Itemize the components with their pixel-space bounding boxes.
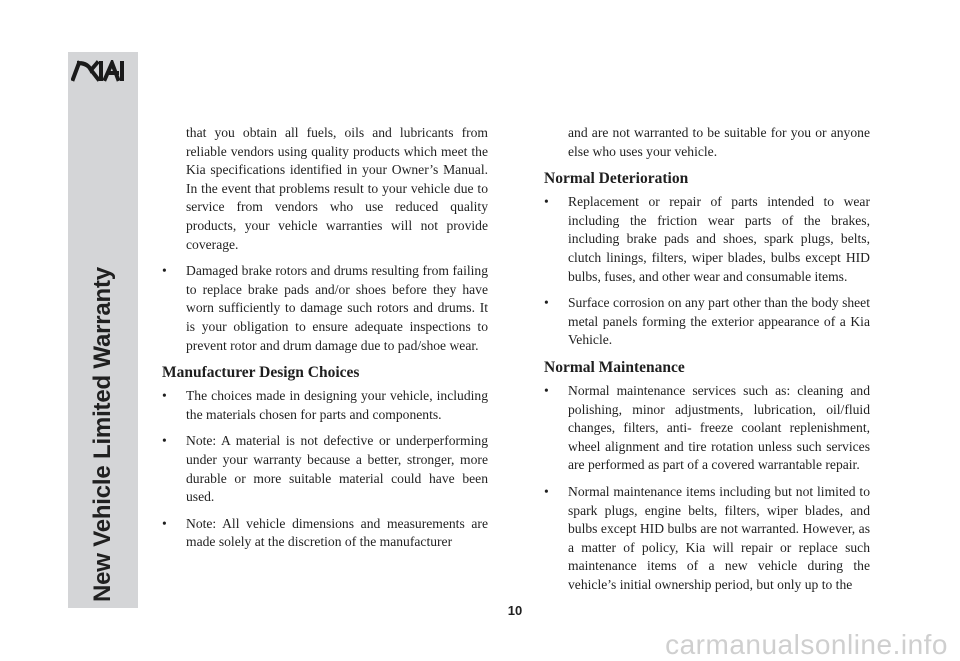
sidebar	[68, 52, 138, 608]
watermark: carmanualsonline.info	[665, 629, 948, 660]
section-heading: Manufacturer Design Choices	[162, 364, 360, 382]
list-item-text: Normal maintenance items including but not limited to spark plugs, engine belts, filters, wiper blades, and bulbs except HID bulbs are not warranted. However, as a matter of policy, Kia will repair or replace such maintenance items of a new vehicle during the vehicle’s initial ownership period, but only up to the	[568, 483, 870, 592]
list-item-text: Note: A material is not defective or underperforming under your warranty because a better, stronger, more durable or more suitable material could have been used.	[186, 433, 488, 505]
bullet-icon: •	[162, 263, 167, 279]
section-heading: Normal Maintenance	[544, 358, 685, 376]
list-item	[544, 193, 870, 286]
list-item	[544, 483, 870, 595]
bullet-icon: •	[162, 515, 167, 531]
list-item-text: Surface corrosion on any part other than the body sheet metal panels forming the exterior appearance of a Kia Vehicle.	[568, 295, 870, 348]
kia-logo	[71, 60, 135, 82]
list-item-text: Damaged brake rotors and drums resulting from failing to replace brake pads and/or shoes before they have worn sufficiently to damage such rotors and drums. It is your obligation to ensure adequate inspections to prevent rotor and drum damage due to pad/shoe wear.	[186, 263, 488, 353]
left-intro-paragraph: that you obtain all fuels, oils and lubricants from reliable vendors using quality products which meet the Kia specifications identified in your Owner’s Manual. In the event that problems result to your vehicle due to service from vendors who use reduced quality products, your vehicle warranties will not provide coverage.	[186, 125, 488, 252]
right-intro-paragraph: and are not warranted to be suitable for you or anyone else who uses your vehicle.	[568, 125, 870, 159]
list-item	[544, 382, 870, 475]
right-column	[544, 124, 870, 594]
section-heading: Normal Deterioration	[544, 170, 689, 188]
bullet-icon: •	[544, 483, 549, 499]
list-item	[162, 387, 488, 424]
list-item-text: Note: All vehicle dimensions and measurements are made solely at the discretion of the manufacturer	[186, 515, 488, 550]
bullet-icon: •	[544, 295, 549, 311]
page-number: 10	[507, 603, 523, 618]
list-item-text: Replacement or repair of parts intended to wear including the friction wear parts of the brakes, including brake pads and shoes, spark plugs, belts, clutch linings, filters, wiper blades, bulbs except HID bulbs, fuses, and other wear and consumable items.	[568, 194, 870, 284]
left-column	[162, 124, 488, 552]
list-item	[162, 432, 488, 506]
list-item	[544, 294, 870, 350]
list-item	[162, 262, 488, 355]
list-item-text: The choices made in designing your vehicle, including the materials chosen for parts and components.	[186, 388, 488, 422]
sidebar-title: New Vehicle Limited Warranty	[89, 267, 116, 602]
bullet-icon: •	[544, 382, 549, 398]
bullet-icon: •	[162, 433, 167, 449]
list-item	[162, 515, 488, 552]
bullet-icon: •	[162, 388, 167, 404]
list-item-text: Normal maintenance services such as: cleaning and polishing, minor adjustments, lubrication, oil/fluid changes, filters, anti- freeze coolant replenishment, wheel alignment and tire rotation unless such services are performed as part of a covered warrantable repair.	[568, 382, 870, 473]
bullet-icon: •	[544, 194, 549, 210]
